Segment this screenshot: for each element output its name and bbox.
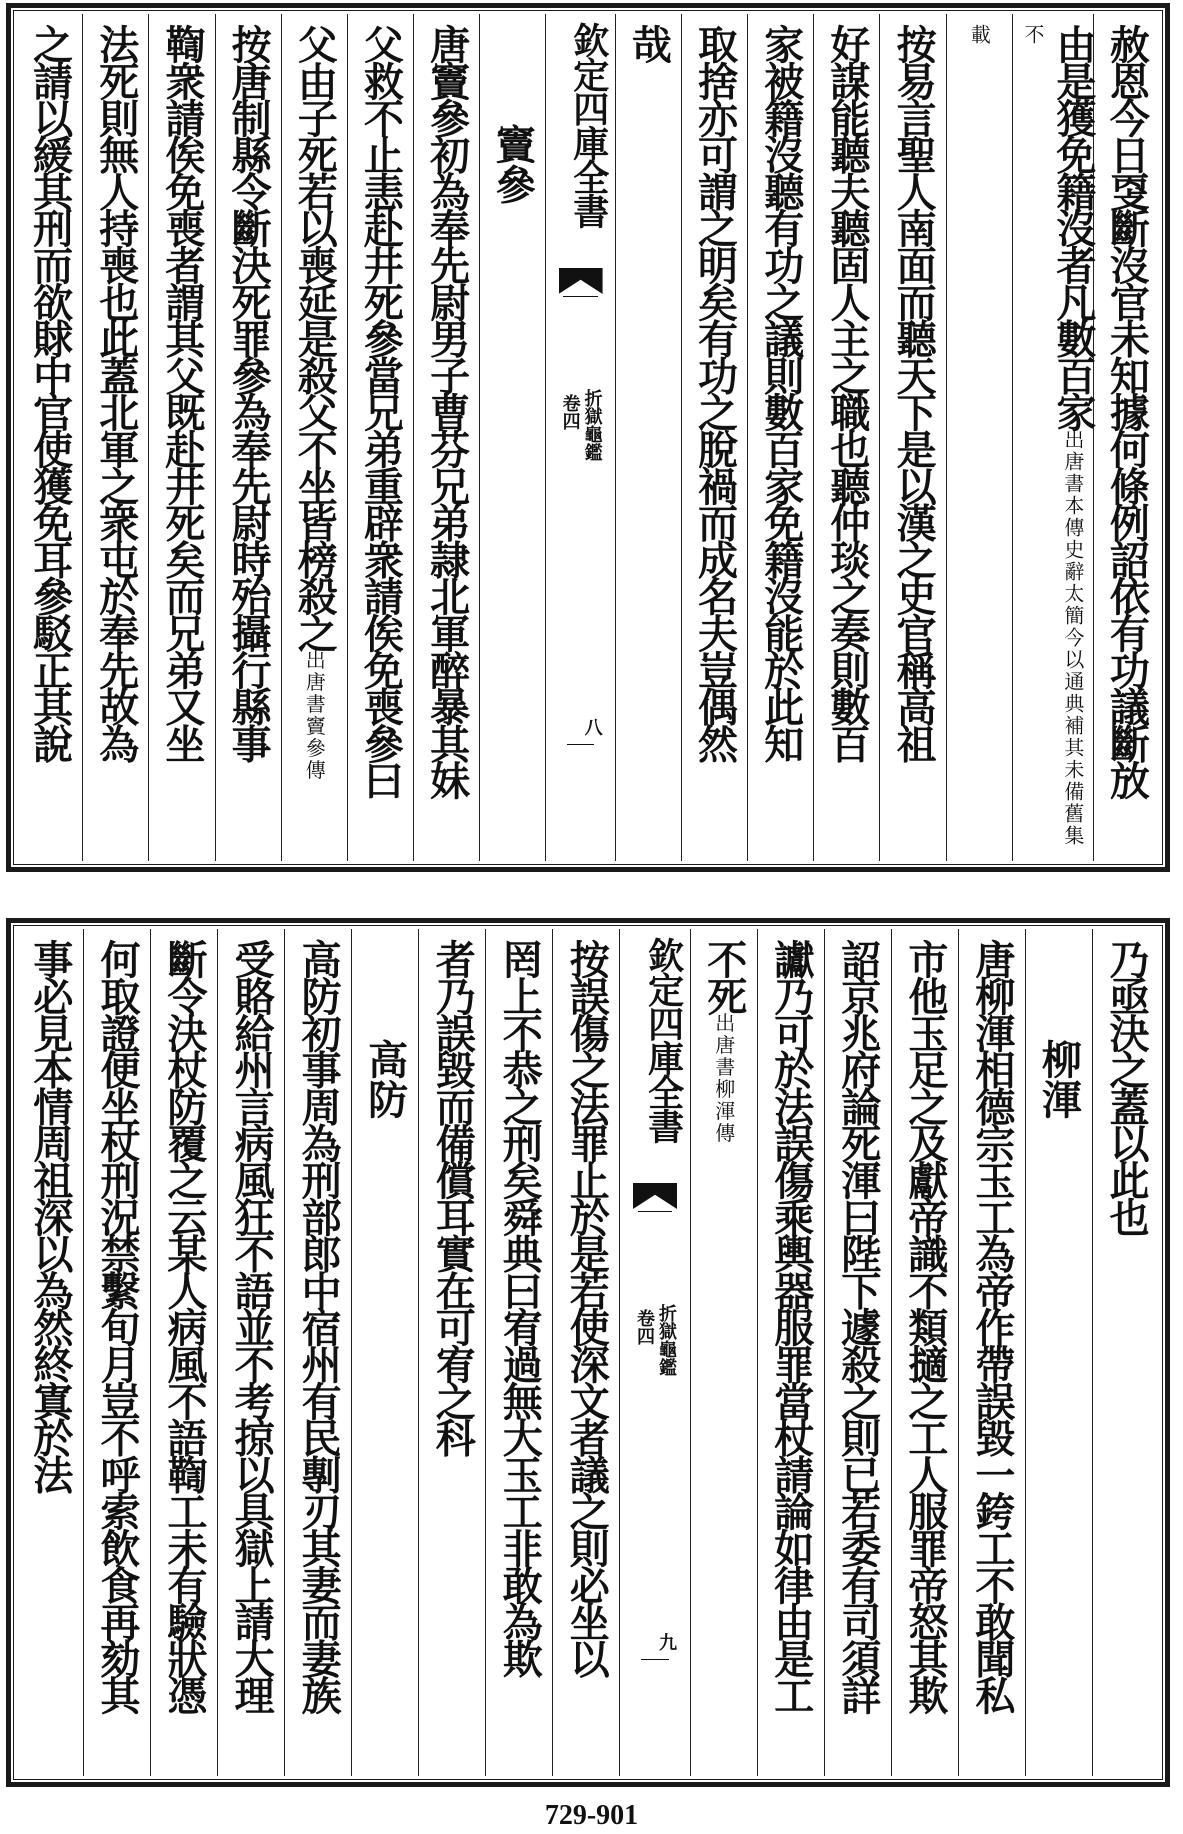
column-text <box>890 14 938 861</box>
page-bottom-columns <box>17 929 1159 1776</box>
text-column <box>148 14 214 861</box>
column-main-text: 法死則無人持喪也此蓋北軍之衆屯於奉先故為 <box>92 24 140 761</box>
text-column <box>351 929 418 1776</box>
text-column <box>17 14 82 861</box>
text-column <box>83 929 150 1776</box>
text-column <box>82 14 148 861</box>
center-fold-column <box>619 929 689 1776</box>
text-column <box>1012 14 1097 861</box>
column-text <box>563 929 611 1776</box>
text-column <box>413 14 479 861</box>
column-main-text: 之請以緩其刑而欲賕中官使獲免耳參駁正其說 <box>26 24 74 761</box>
column-main-text: 唐柳渾相德宗玉工為帝作帶誤毀一銙工不敢聞私 <box>968 939 1016 1712</box>
column-main-text: 柳渾 <box>1035 1039 1083 1119</box>
column-text <box>423 14 471 861</box>
text-column <box>946 14 1012 861</box>
column-main-text: 按易言聖人南面而聽天下是以漢之史官稱高祖 <box>890 24 938 761</box>
column-text <box>291 14 339 861</box>
column-main-text: 罔上不恭之刑矣舜典曰宥過無大玉工非敢為欺 <box>496 939 544 1676</box>
fishtail-mark-icon <box>633 1183 677 1209</box>
column-text <box>1102 929 1150 1776</box>
column-text <box>901 929 949 1776</box>
source-note: 出唐書本傳史辭太簡今以通典補其未備舊集不 <box>1020 24 1085 847</box>
text-column <box>879 14 945 861</box>
column-main-text: 不死 <box>700 939 748 1013</box>
text-column <box>813 14 879 861</box>
text-column <box>284 929 351 1776</box>
text-column <box>1093 14 1159 861</box>
center-title: 欽定四庫全書 <box>567 22 610 228</box>
text-column <box>479 14 545 861</box>
column-text <box>93 929 141 1776</box>
text-column <box>757 929 824 1776</box>
column-text <box>26 14 74 861</box>
column-text <box>295 929 343 1776</box>
column-text <box>959 14 999 861</box>
column-text <box>834 929 882 1776</box>
center-rule <box>641 1659 669 1660</box>
center-rule <box>638 1211 673 1212</box>
column-main-text: 何取證便坐杖刑況禁繫旬月豈不呼索飲食再劾其 <box>93 939 141 1712</box>
column-main-text: 按誤傷之法罪止於是若使深文者議之則必坐以 <box>563 939 611 1676</box>
column-main-text: 唐竇參初為奉先尉男子曹芬兄弟隷北軍醉暴其妹 <box>423 24 471 797</box>
text-column <box>485 929 552 1776</box>
column-text <box>823 14 871 861</box>
source-note: 載 <box>967 24 992 46</box>
text-column <box>891 929 958 1776</box>
text-column <box>1025 929 1092 1776</box>
column-main-text: 乃亟決之蓋以此也 <box>1102 939 1150 1234</box>
text-column <box>681 14 747 861</box>
column-main-text: 詔京兆府論死渾曰陛下遽殺之則已若委有司須詳 <box>834 939 882 1712</box>
source-note: 出唐書柳渾傳 <box>711 1012 736 1145</box>
column-main-text: 斷令決杖防覆之云某人病風不語鞫工未有驗狀憑 <box>161 939 209 1712</box>
column-main-text: 高防初事周為刑部郎中宿州有民剸刃其妻而妻族 <box>295 939 343 1712</box>
source-note: 出唐書竇參傳 <box>302 649 327 782</box>
column-text <box>26 929 74 1776</box>
center-book-title: 折獄龜鑑 <box>656 1304 677 1376</box>
column-main-text: 市他玉足之及獻帝識不類擿之工人服罪帝怒其欺 <box>901 939 949 1712</box>
text-column <box>281 14 347 861</box>
section-heading <box>357 929 414 1776</box>
column-text <box>1013 14 1097 861</box>
column-main-text: 鞫衆請俟免喪者謂其父既赴井死矣而兄弟又坐 <box>158 24 206 761</box>
center-fold-column <box>545 14 614 861</box>
text-column <box>1092 929 1159 1776</box>
column-text <box>496 929 544 1776</box>
fishtail-mark-icon <box>559 268 603 294</box>
column-text <box>228 929 276 1776</box>
column-text <box>158 14 206 861</box>
center-rule <box>563 296 597 297</box>
center-book-title: 折獄龜鑑 <box>581 389 603 461</box>
center-leaf-number: 九 <box>659 1633 677 1654</box>
text-column <box>552 929 619 1776</box>
center-title: 欽定四庫全書 <box>642 937 685 1143</box>
column-main-text: 高防 <box>361 1039 409 1119</box>
column-main-text: 父救不止恚赴井死參當兄弟重辟衆請俟免喪參曰 <box>357 24 405 797</box>
text-column <box>958 929 1025 1776</box>
section-heading <box>1030 929 1087 1776</box>
column-text <box>625 14 673 861</box>
text-column <box>17 929 83 1776</box>
column-text <box>767 929 815 1776</box>
column-text <box>225 14 273 861</box>
center-volume: 卷四 <box>559 394 581 430</box>
column-main-text: 者乃誤毀而備償耳實在可宥之科 <box>429 939 477 1455</box>
text-column <box>150 929 217 1776</box>
page-code: 729-901 <box>544 1800 639 1831</box>
column-text <box>968 929 1016 1776</box>
column-main-text: 好謀能聽夫聽固人主之職也聽仲琰之奏則數百 <box>823 24 871 761</box>
column-text <box>691 14 739 861</box>
column-main-text: 讞乃可於法誤傷乘輿器服罪當杖請論如律由是工 <box>767 939 815 1712</box>
column-main-text: 事必見本情周祖深以為然終寘於法 <box>26 939 74 1492</box>
text-column <box>217 929 284 1776</box>
column-main-text: 哉 <box>625 24 673 61</box>
center-volume: 卷四 <box>634 1309 655 1345</box>
column-main-text: 取捨亦可謂之明矣有功之脫禍而成名夫豈偶然 <box>691 24 739 761</box>
column-main-text: 家被籍沒聽有功之議則數百家免籍沒能於此知 <box>757 24 805 761</box>
column-main-text: 受賂給州言病風狂不語並不考掠以具獄上請大理 <box>228 939 276 1712</box>
column-text <box>92 14 140 861</box>
text-column <box>824 929 891 1776</box>
column-text <box>357 14 405 861</box>
column-main-text: 父由子死若以喪延是殺父不坐皆榜殺之 <box>291 24 339 650</box>
column-text <box>161 929 209 1776</box>
text-column <box>690 929 757 1776</box>
text-column <box>747 14 813 861</box>
column-main-text: 按唐制縣令斷決死罪參為奉先尉時殆攝行縣事 <box>225 24 273 761</box>
text-column <box>215 14 281 861</box>
page-top-columns <box>17 14 1159 861</box>
center-rule <box>567 744 594 745</box>
page-bottom <box>6 918 1170 1787</box>
section-heading <box>484 14 541 861</box>
column-main-text: 由是獲免籍沒者凡數百家 <box>1049 24 1097 429</box>
text-column <box>347 14 413 861</box>
column-main-text: 赦恩今日㪅斷沒官未知據何條例詔依有功議斷放 <box>1103 24 1151 797</box>
text-column <box>418 929 485 1776</box>
column-text <box>1103 14 1151 861</box>
column-main-text: 竇參 <box>489 124 537 204</box>
text-column <box>615 14 681 861</box>
page-top <box>6 3 1170 872</box>
column-text <box>429 929 477 1776</box>
column-text <box>700 929 748 1776</box>
center-leaf-number: 八 <box>584 718 603 739</box>
column-text <box>757 14 805 861</box>
